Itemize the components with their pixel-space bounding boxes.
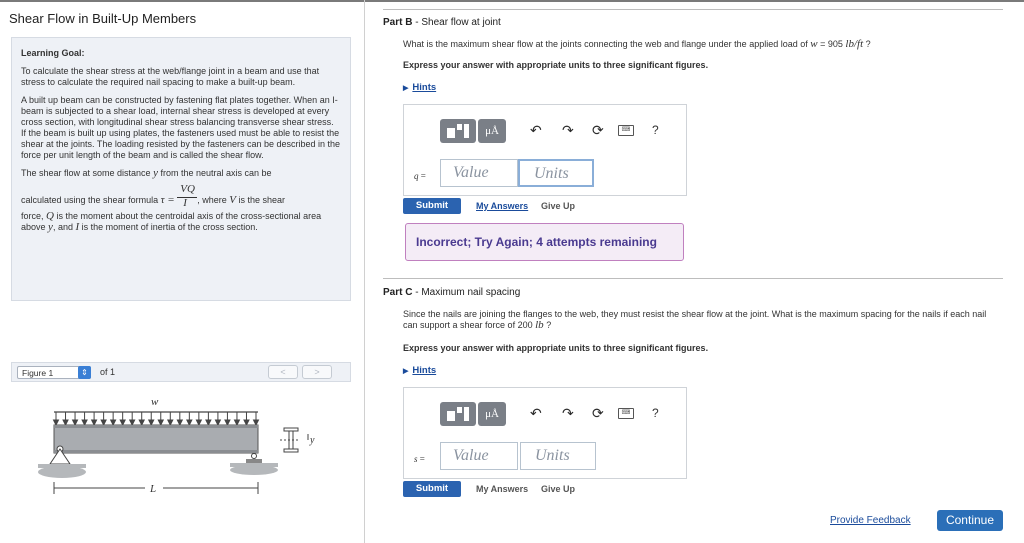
axis-y-label: y (310, 435, 315, 446)
part-b-answer-box (403, 104, 687, 196)
templates-button[interactable] (440, 119, 476, 143)
learning-goal-box (11, 37, 351, 301)
right-ground-base (230, 465, 278, 475)
hints-expand-icon: ▶ (403, 368, 409, 375)
part-c-question: Since the nails are joining the flanges to the web, they must resist the shear flow at the joint. What is the maximum spacing for the nails if each nail can support a shear force of 200 lb ? (403, 309, 987, 331)
learning-goal-heading: Learning Goal: (21, 48, 85, 58)
load-arrowhead (177, 420, 182, 425)
load-label: w (151, 396, 159, 408)
built-up-beam-text: A built up beam can be constructed by fastening flat plates together. When an I-beam is subjected to a shear load, internal shear stress is developed at every cross section, with longitudinal shear stress balancing transverse shear stress. If the beam is built up using plates, the fasteners used must be able to resist the shear at the joints. The loading resisted by the fasteners can be described in the force per unit length of the beam and is called the shear flow. (21, 95, 341, 160)
part-b-separator (383, 9, 1003, 10)
part-b-units-input[interactable]: Units (518, 159, 594, 187)
beam-figure (20, 388, 340, 508)
reset-icon[interactable]: ⟳ (592, 122, 604, 138)
units-symbols-button[interactable]: μÅ (478, 402, 506, 426)
tau-symbol: τ = (160, 194, 175, 206)
hints-expand-icon: ▶ (403, 85, 409, 92)
redo-icon[interactable]: ↷ (562, 405, 574, 421)
beam-top-flange (54, 425, 258, 428)
length-label: L (150, 483, 157, 495)
roller-base (246, 459, 262, 463)
load-arrowhead (158, 420, 163, 425)
part-b-hints-link[interactable]: ▶ Hints (403, 82, 437, 93)
load-arrowhead (196, 420, 201, 425)
left-ground-base (38, 466, 86, 478)
part-c-answer-box (403, 387, 687, 479)
part-b-question: What is the maximum shear flow at the joints connecting the web and flange under the applied load of w = 905 lb/ft ? (403, 38, 871, 50)
distributed-load-arrows (54, 412, 259, 425)
load-arrowhead (149, 420, 154, 425)
units-symbols-button[interactable]: μÅ (478, 119, 506, 143)
part-b-feedback-banner: Incorrect; Try Again; 4 attempts remaining (405, 223, 684, 261)
beam-body (54, 425, 258, 453)
part-c-toolbar (440, 402, 670, 426)
load-arrowhead (82, 420, 87, 425)
load-arrowhead (168, 420, 173, 425)
beam-diagram (20, 388, 340, 508)
help-icon[interactable]: ? (652, 406, 659, 420)
templates-icon (440, 119, 476, 143)
part-c-value-input[interactable]: Value (440, 442, 518, 470)
help-icon[interactable]: ? (652, 123, 659, 137)
undo-icon[interactable]: ↶ (530, 122, 542, 138)
load-arrowhead (120, 420, 125, 425)
load-arrowhead (206, 420, 211, 425)
provide-feedback-link[interactable]: Provide Feedback (830, 515, 911, 526)
right-panel (365, 0, 1024, 543)
load-arrowhead (234, 420, 239, 425)
continue-button[interactable]: Continue (937, 510, 1003, 531)
beam-bottom-flange (54, 450, 258, 453)
load-arrowhead (73, 420, 78, 425)
load-arrowhead (92, 420, 97, 425)
shear-formula-fraction: $\frac{VQ}{I}$ (177, 192, 197, 203)
part-b-give-up-link[interactable]: Give Up (541, 201, 576, 211)
select-arrow-icon: ⇕ (78, 366, 91, 379)
load-arrowhead (63, 420, 68, 425)
part-b-value-input[interactable]: Value (440, 159, 518, 187)
learning-goal-text: To calculate the shear stress at the web/flange joint in a beam and use that stress to calculate the required nail spacing to make a built-up beam. (21, 66, 320, 87)
part-c-submit-button[interactable]: Submit (403, 481, 461, 497)
roller-support-icon (252, 454, 257, 459)
part-c-hints-link[interactable]: ▶ Hints (403, 365, 437, 376)
part-b-header: Part B - Shear flow at joint (383, 17, 501, 28)
load-arrowhead (215, 420, 220, 425)
formula-definition-text: force, Q is the moment about the centroidal axis of the cross-sectional area above y, and I is the moment of inertia of the cross section. (21, 210, 322, 233)
part-c-my-answers-link[interactable]: My Answers (476, 484, 529, 494)
undo-icon[interactable]: ↶ (530, 405, 542, 421)
load-arrowhead (111, 420, 116, 425)
load-arrowhead (244, 420, 249, 425)
figure-toolbar (11, 362, 351, 382)
shear-formula-line: calculated using the shear formula τ = $\frac{VQ}{I}$ , where V is the shear (21, 183, 286, 209)
load-arrowhead (225, 420, 230, 425)
templates-button[interactable] (440, 402, 476, 426)
templates-icon (440, 402, 476, 426)
part-c-variable-label: s = (414, 454, 425, 464)
part-c-give-up-link[interactable]: Give Up (541, 484, 576, 494)
redo-icon[interactable]: ↷ (562, 122, 574, 138)
load-arrowhead (130, 420, 135, 425)
keyboard-icon[interactable]: ⌨ (618, 408, 634, 419)
part-c-header: Part C - Maximum nail spacing (383, 287, 521, 298)
part-c-separator (383, 278, 1003, 279)
cross-section-icon (280, 428, 315, 452)
shear-flow-line: The shear flow at some distance y from the neutral axis can be (21, 167, 272, 179)
figure-count: of 1 (100, 367, 116, 377)
part-b-variable-label: q = (414, 171, 426, 181)
part-b-submit-button[interactable]: Submit (403, 198, 461, 214)
load-arrowhead (54, 420, 59, 425)
reset-icon[interactable]: ⟳ (592, 405, 604, 421)
left-panel (0, 0, 360, 543)
part-c-instructions: Express your answer with appropriate units to three significant figures. (403, 343, 709, 353)
figure-next-button[interactable]: > (302, 365, 332, 379)
load-arrowhead (101, 420, 106, 425)
figure-select[interactable]: Figure 1 ⇕ (17, 366, 91, 379)
page-title: Shear Flow in Built-Up Members (9, 11, 197, 26)
part-c-units-input[interactable]: Units (520, 442, 596, 470)
figure-prev-button[interactable]: < (268, 365, 298, 379)
part-b-toolbar (440, 119, 670, 143)
keyboard-icon[interactable]: ⌨ (618, 125, 634, 136)
load-arrowhead (254, 420, 259, 425)
part-b-instructions: Express your answer with appropriate units to three significant figures. (403, 60, 709, 70)
load-arrowhead (187, 420, 192, 425)
part-b-my-answers-link[interactable]: My Answers (476, 201, 529, 211)
load-arrowhead (139, 420, 144, 425)
